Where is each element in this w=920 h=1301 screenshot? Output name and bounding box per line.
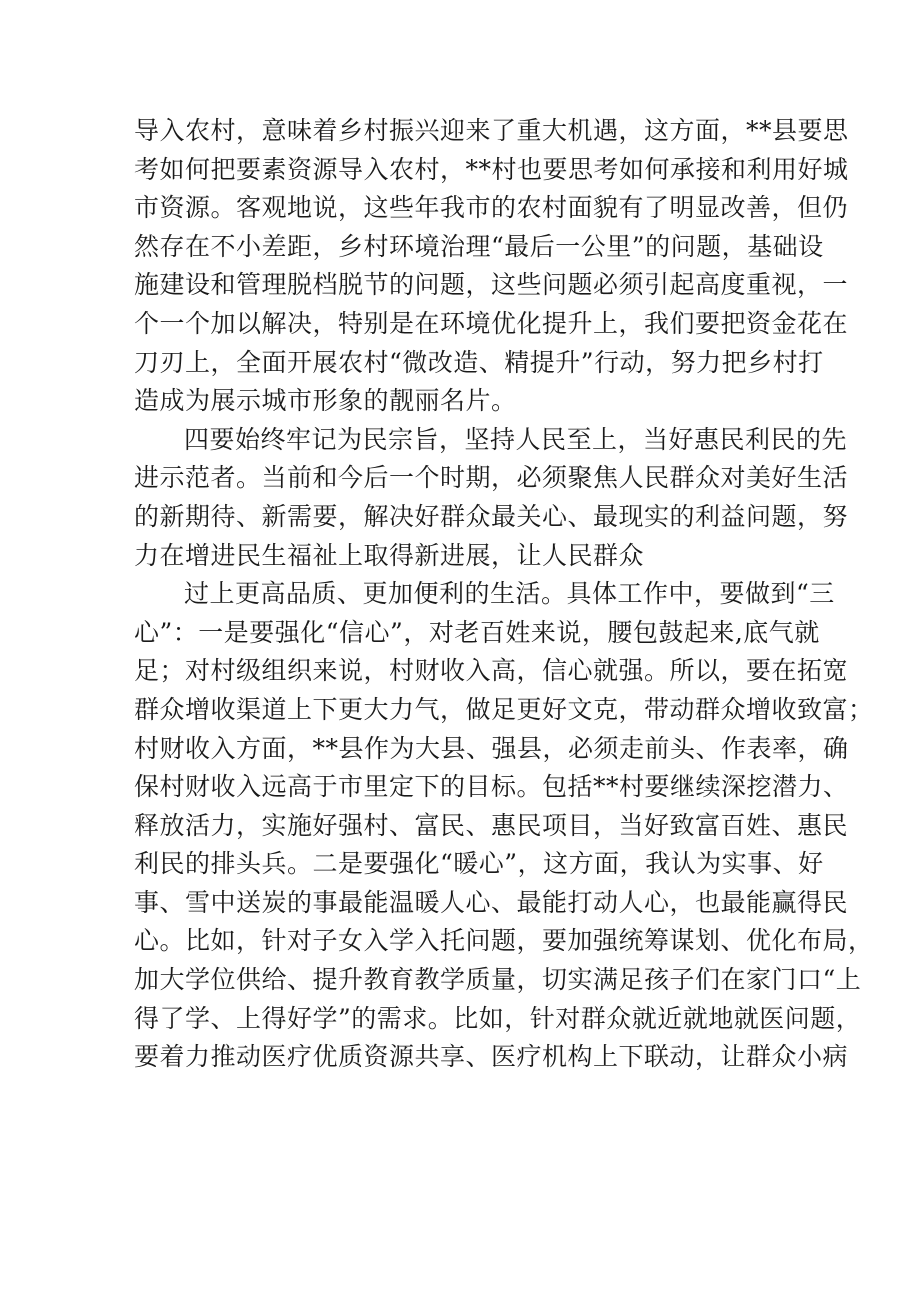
text-line: 个一个加以解决，特别是在环境优化提升上，我们要把资金花在 [134,308,849,338]
text-line: 导入农村，意味着乡村振兴迎来了重大机遇，这方面，**县要思 [134,116,849,145]
text-line: 刀刃上，全面开展农村“微改造、精提升”行动，努力把乡村打 [134,347,824,377]
text-line: 的新期待、新需要，解决好群众最关心、最现实的利益问题，努 [134,501,849,531]
text-line: 要着力推动医疗优质资源共享、医疗机构上下联动，让群众小病 [134,1042,849,1072]
text-line: 事、雪中送炭的事最能温暖人心、最能打动人心，也最能赢得民 [134,887,849,917]
paragraph-start-line: 过上更高品质、更加便利的生活。具体工作中，要做到“三 [184,579,835,609]
text-line: 考如何把要素资源导入农村，**村也要思考如何承接和利用好城 [134,154,849,184]
document-body [134,112,874,1077]
text-line: 足；对村级组织来说，村财收入高，信心就强。所以，要在拓宽 [134,656,849,686]
text-line: 心。比如，针对子女入学入托问题，要加强统筹谋划、优化布局， [134,926,874,956]
text-line: 利民的排头兵。二是要强化“暖心”，这方面，我认为实事、好 [134,849,824,879]
text-line: 进示范者。当前和今后一个时期，必须聚焦人民群众对美好生活 [134,463,849,493]
paragraph-start-line: 四要始终牢记为民宗旨，坚持人民至上，当好惠民利民的先 [184,424,848,454]
text-line: 得了学、上得好学”的需求。比如，针对群众就近就地就医问题， [134,1003,862,1033]
text-line: 市资源。客观地说，这些年我市的农村面貌有了明显改善，但仍 [134,193,849,223]
text-line: 释放活力，实施好强村、富民、惠民项目，当好致富百姓、惠民 [134,810,849,840]
text-line: 加大学位供给、提升教育教学质量，切实满足孩子们在家门口“上 [134,965,862,995]
text-line: 村财收入方面，**县作为大县、强县，必须走前头、作表率，确 [134,733,849,763]
text-line: 造成为展示城市形象的靓丽名片。 [134,386,517,416]
text-line: 施建设和管理脱档脱节的问题，这些问题必须引起高度重视，一 [134,270,849,300]
text-line: 群众增收渠道上下更大力气，做足更好文克，带动群众增收致富； [134,694,874,724]
text-line: 力在增进民生福祉上取得新进展，让人民群众 [134,540,645,570]
text-line: 保村财收入远高于市里定下的目标。包括**村要继续深挖潜力、 [134,772,849,802]
text-line: 心”：一是要强化“信心”，对老百姓来说，腰包鼓起来,底气就 [134,617,820,647]
text-line: 然存在不小差距，乡村环境治理“最后一公里”的问题，基础设 [134,231,824,261]
